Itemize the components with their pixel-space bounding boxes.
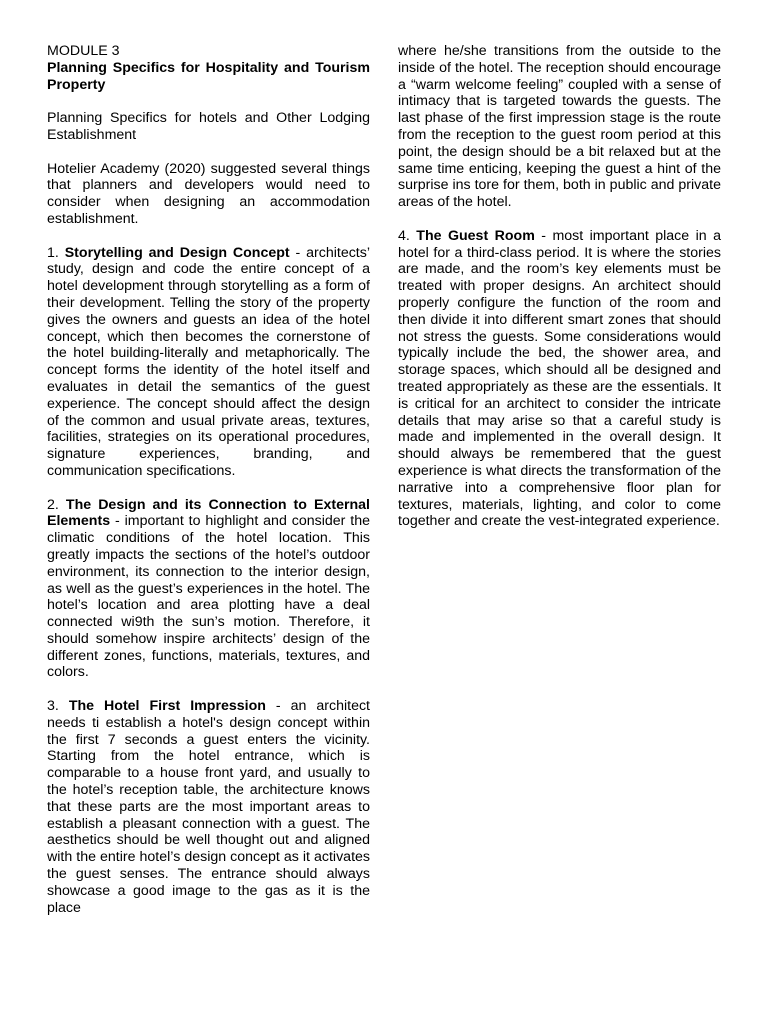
intro-paragraph: Hotelier Academy (2020) suggested several things that planners and developers would need to consider when designing an accommodation establishment. bbox=[47, 160, 370, 227]
section-body: - an architect needs ti establish a hotel's design concept within the first 7 seconds a guest enters the vicinity. Starting from the hotel entrance, which is comparable to a house front yard, and usually to the hotel’s reception table, the architecture knows that these parts are the most important areas to establish a pleasant connection with a guest. The aesthetics should be well thought out and aligned with the entire hotel’s design concept as it activates the guest senses. The entrance should always showcase a good image to the gas as it is the place bbox=[47, 698, 370, 916]
section-body: - important to highlight and consider the climatic conditions of the hotel location. This greatly impacts the sections of the hotel’s outdoor environment, its connection to the interior design, as well as the guest’s experiences in the hotel. The hotel’s location and area plotting have a deal connected wi9th the sun’s motion. Therefore, it should somehow inspire architects’ design of the different zones, functions, materials, textures, and colors. bbox=[47, 513, 370, 681]
section-body: - architects’ study, design and code the entire concept of a hotel development through storytelling as a form of their development. Telling the story of the property gives the owners and guests an idea of the hotel concept, which then becomes the cornerstone of the hotel building-literally and metaphorically. The concept forms the identity of the hotel itself and evaluates in detail the semantics of the guest experience. The concept should affect the design of the common and usual private areas, textures, facilities, strategies on its operational procedures, signature experiences, branding, and communication specifications. bbox=[47, 244, 370, 479]
right-column bbox=[398, 43, 721, 547]
module-header bbox=[47, 43, 370, 93]
section-first-impression bbox=[47, 698, 370, 916]
section-heading: Storytelling and Design Concept bbox=[64, 244, 290, 261]
section-body: - most important place in a hotel for a third-class period. It is where the stories are made, and the room’s key elements must be treated with proper designs. An architect should properly configure the function of the room and then divide it into different smart zones that should not stress the guests. Some considerations would typically include the bed, the shower area, and storage spaces, which should all be designed and treated appropriately as these are the essentials. It is critical for an architect to consider the intricate details that may arise so that a careful study is made and implemented in the overall design. It should always be remembered that the guest experience is what directs the transformation of the narrative into a comprehensive floor plan for textures, materials, lighting, and color to come together and create the vest-integrated experience. bbox=[398, 227, 721, 530]
module-label: MODULE 3 bbox=[47, 43, 120, 59]
section-number: 1. bbox=[47, 244, 59, 261]
module-title: Planning Specifics for Hospitality and Tourism Property bbox=[47, 59, 370, 93]
subtitle: Planning Specifics for hotels and Other Lodging Establishment bbox=[47, 110, 370, 143]
section-external-elements bbox=[47, 497, 370, 682]
section-first-impression-continued: where he/she transitions from the outside to the inside of the hotel. The reception should encourage a “warm welcome feeling” coupled with a sense of intimacy that is targeted towards the guests. The last phase of the first impression stage is the route from the reception to the guest room period at this point, the design should be a bit relaxed but at the same time enticing, keeping the guest a hint of the surprise ins tore for them, both in public and private areas of the hotel. bbox=[398, 43, 721, 211]
left-column bbox=[47, 43, 370, 916]
section-number: 3. bbox=[47, 698, 59, 715]
section-number: 4. bbox=[398, 227, 410, 244]
section-guest-room bbox=[398, 228, 721, 530]
section-heading: The Guest Room bbox=[416, 227, 535, 244]
section-heading: The Hotel First Impression bbox=[68, 698, 266, 715]
section-storytelling bbox=[47, 245, 370, 480]
section-heading: The Design and its Connection to External Elements bbox=[47, 496, 370, 530]
section-number: 2. bbox=[47, 496, 59, 513]
